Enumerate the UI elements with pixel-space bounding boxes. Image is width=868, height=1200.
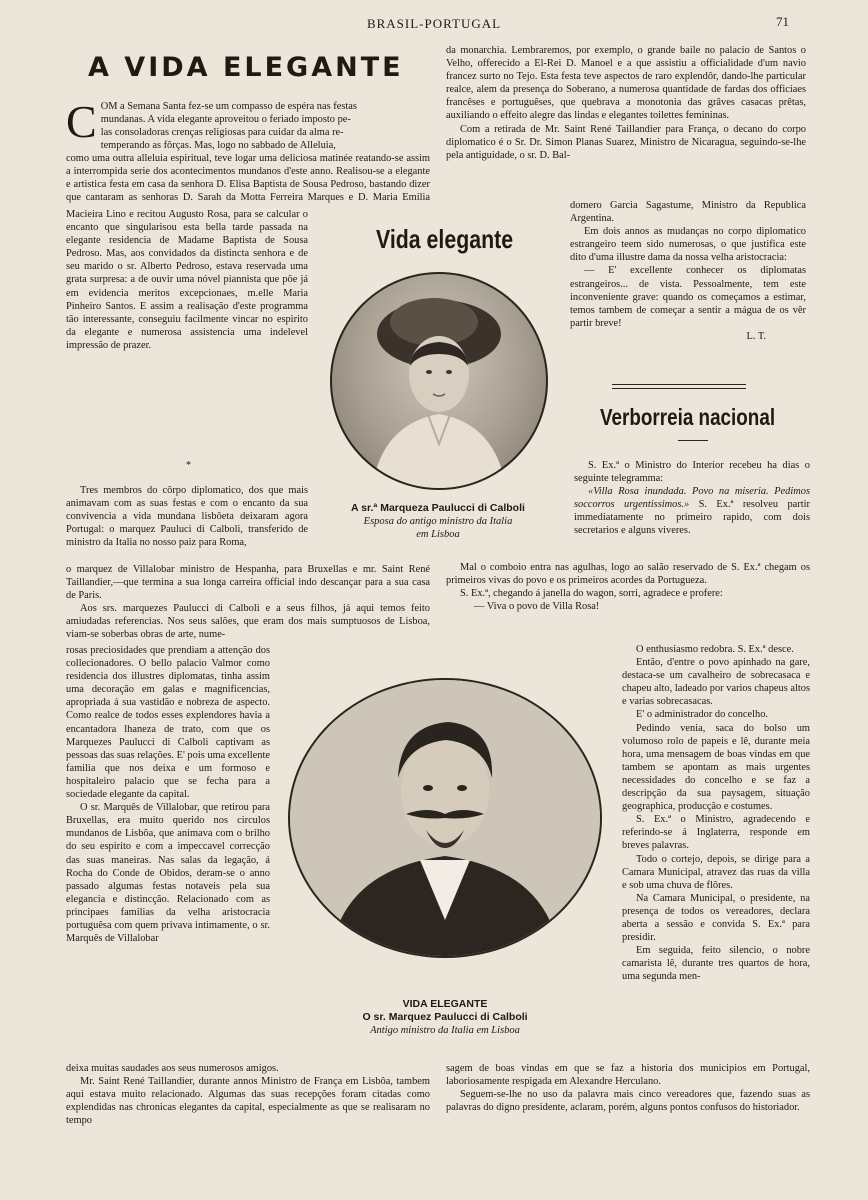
paragraph-mensagem: Pedindo venia, saca do bolso um volumoso rolo de papeis e lê, durante meia hora, uma mensagem de boas vindas em que tambem se apontam as mais urgentes necessidades do concelho e se faz a descripção da sua paysagem, situação geographica, producção e costumes. [622, 722, 810, 813]
paragraph-monarchia: da monarchia. Lembraremos, por exemplo, o grande baile no palacio de Santos o Velho, offerecido a El-Rei D. Manoel e a que assistiu a officialidade d'um navio francez surto no Tejo. Esta festa teve aspectos de raro explendôr, dando-lhe particular realce, alem da presença do Soberano, a numerosa quantidade de fardas dos officiaes francêses e portuguêses, que quebrava a monotonia das grâves casacas prêtas, auxiliando o effeito alegre das lindas e elegantes toilettes femininas. [446, 45, 806, 122]
article1-p2 [66, 484, 308, 549]
article1-p2-wide [66, 563, 430, 642]
paragraph-decano: Com a retirada de Mr. Saint René Taillandier para França, o decano do corpo diplomatico é o Sr. Dr. Simon Planas Suarez, Ministro de Nicaragua, seguindo-se-lhe pela antiguidade, o sr. D. Bal- [446, 123, 806, 161]
paragraph-matinee-cont: Macieira Lino e recitou Augusto Rosa, para se calcular o encanto que singularisou esta bella tarde passada na elegante residencia de Madame Baptista de Sousa Pedroso. Mas, aos convidados da distincta senhora e de seu marido o sr. Alberto Pedroso, estava reservada uma grata surpresa: a de ouvir uma nóvel piannista que põe já em evidencia meritos excepcionaes, m.elle Maria Pinheiro Santos. E assim a realisação d'este programma tão interessante, conseguiu facilmente vincar no espirito da elegante e numerosa assistencia uma indelevel impressão de prazer. [66, 209, 308, 351]
caption-marqueza-name: A sr.ª Marqueza Paulucci di Calboli [351, 502, 525, 514]
article1-p1-top [66, 152, 430, 208]
intro-line-2: mundanas. A vida elegante aproveitou o feriado imposto pe- [100, 114, 351, 126]
vida-elegante-label: Vida elegante [376, 224, 514, 254]
article1-intro [66, 96, 430, 152]
paragraph-viva: — Viva o povo de Villa Rosa! [474, 601, 600, 613]
paragraph-taillandier: Mr. Saint René Taillandier, durante annos Ministro de França em Lisbôa, tambem aqui estava muito relacionado. Algumas das suas recepções foram citadas como explendidas nas chronicas elegantes da capital, especialmente as que se realisaram no tempo [66, 1076, 430, 1127]
section-separator: * [186, 460, 191, 471]
intro-line-1: OM a Semana Santa fez-se um compasso de espéra nas festas [100, 101, 357, 112]
paragraph-camara: Na Camara Municipal, o presidente, na presença de todos os vereadores, declara aberta a sessão e convida S. Ex.ª para presidir. [622, 892, 810, 944]
portrait-marquez-illustration [290, 680, 600, 956]
paragraph-administrador: E' o administrador do concelho. [636, 709, 769, 721]
paragraph-matinee: como uma outra alleluia espiritual, teve logar uma deliciosa matinée reatando-se assim a interrompida serie dos acontecimentos mundanos d'este anno. Realisou-se a elegante e artistica festa em casa da senhora D. Elisa Baptista de Sousa Pedroso, bastando dizer que cantaram as senhoras D. Sarah da Motta Ferreira Marques e D. Maria Emilia [66, 153, 430, 204]
paragraph-vereadores: Seguem-se-lhe no uso da palavra mais cinco vereadores que, fazendo suas as palavras do digno presidente, aclaram, porém, alguns pontos confusos do historiador. [446, 1089, 810, 1114]
article2-end [446, 1062, 810, 1114]
section-rule-2 [612, 388, 746, 389]
paragraph-comboio: Mal o comboio entra nas agulhas, logo ao salão reservado de S. Ex.ª chegam os primeiros vivas do povo e os primeiros acordes da Portugueza. [446, 562, 810, 587]
telegram-quote: «Villa Rosa inundada. Povo na miseria. Pedimos soccorros urgentissimos.» [574, 486, 810, 511]
portrait-marquez [288, 678, 602, 958]
intro-line-3: las consoladoras crenças religiosas para cuidar da alma re- [100, 127, 344, 139]
caption-marquez-sub: Antigo ministro da Italia em Lisboa [370, 1025, 520, 1036]
intro-line-4: temperando as fôrças. Mas, logo no sabbado de Alleluia, [100, 140, 336, 152]
paragraph-villalobar-end: deixa muitas saudades aos seus numerosos amigos. [66, 1063, 279, 1074]
portrait-marqueza-caption [318, 502, 558, 541]
paragraph-sagastume: domero Garcia Sagastume, Ministro da Republica Argentina. [570, 200, 806, 225]
caption-marqueza-sub2: em Lisboa [416, 529, 460, 540]
caption-marquez-name: O sr. Marquez Paulucci di Calboli [362, 1011, 528, 1023]
article1-end [66, 1062, 430, 1127]
running-header: BRASIL-PORTUGAL [366, 16, 502, 31]
paragraph-diplomats-cont: o marquez de Villalobar ministro de Hespanha, para Bruxellas e mr. Saint René Taillandier,—que termina a sua longa carreira official indo descançar para a sua casa de Paris. [66, 564, 430, 602]
paragraph-cortejo: Todo o cortejo, depois, se dirige para a Camara Municipal, atravez das ruas da villa e sob uma chuva de flôres. [622, 853, 810, 891]
paragraph-palacio: rosas preciosidades que prendiam a attenção dos collecionadores. O bello palacio Valmor como residencia dos illustres diplomatas, tinha assim uma decoração em galas e magnificencias, apropriada á sua vastidão e nobreza de aspecto. Como realce de todos esses explendores havia a encantadora lhaneza de trato, com que os Marquezes Paulucci di Calboli captivam as pessoas das suas relações. E' pois uma excellente familia que nos deixa e um formoso e hospitaleiro palacio que se fecha para a sociedade elegante da capital. [66, 645, 270, 801]
article-title-vida-elegante: A VIDA ELEGANTE [88, 52, 404, 83]
paragraph-herculano: sagem de boas vindas em que se faz a historia dos municipios em Portugal, laboriosamente respigada em Alexandre Herculano. [446, 1063, 810, 1088]
article1-p1-narrow [66, 208, 308, 446]
article2-wide [446, 561, 810, 613]
paragraph-diplomats: Tres membros do côrpo diplomatico, dos que mais animavam com as suas festas e com o encanto da sua convivencia a vida mundana lisbôeta deixaram agora Portugal: o marquez Pauluci di Calboli, transferido de ministro da Italia no nosso paiz para Roma, [66, 485, 308, 549]
caption-marqueza-sub1: Esposa do antigo ministro da Italia [363, 516, 513, 527]
dropcap-letter: C [66, 96, 97, 147]
paragraph-janella: S. Ex.ª, chegando á janella do wagon, sorri, agradece e profere: [460, 588, 723, 600]
paragraph-mudancas: Em dois annos as mudanças no corpo diplomatico estrangeiro teem sido numerosas, o que justifica este dito d'uma illustre dama da nossa velha aristocracia: [570, 226, 806, 264]
paragraph-marquezes: Aos srs. marquezes Paulucci di Calboli e a seus filhos, já aqui temos feito amiudadas referencias. Nos seus salões, que eram dos mais sumptuosos de Lisboa, viam-se soberbas obras de arte, nume- [66, 603, 430, 641]
title-underline [678, 440, 708, 441]
paragraph-responde: S. Ex.ª o Ministro, agradecendo e referindo-se á Inglaterra, responde em breves palavras. [622, 814, 810, 852]
portrait-marquez-caption [298, 998, 592, 1037]
article2-top [574, 459, 810, 538]
signature: L. T. [746, 330, 766, 342]
portrait-marqueza-illustration [332, 274, 546, 488]
paragraph-cavalheiro: Então, d'entre o povo apinhado na gare, destaca-se um cavalheiro de sobrecasaca e chapeu alto, ladeado por varios chapeus altos e varias sobrecasacas. [622, 657, 810, 708]
portrait-marqueza [330, 272, 548, 490]
column2-top [446, 44, 806, 162]
paragraph-resolveu: S. Ex.ª resolveu partir immediatamente no primeiro rapido, com dois secretarios e alguns viveres. [574, 499, 810, 537]
column2-narrow [570, 199, 806, 343]
section-rule [612, 384, 746, 385]
article1-p3-narrow [66, 644, 270, 1060]
article-title-verborreia: Verborreia nacional [600, 404, 776, 430]
article2-narrow [622, 643, 810, 1065]
paragraph-enthusiasmo: O enthusiasmo redobra. S. Ex.ª desce. [636, 644, 794, 655]
paragraph-segunda: Em seguida, feito silencio, o nobre camarista lê, durante tres quartos de hora, uma segunda men- [622, 945, 810, 983]
paragraph-dito: — E' excellente conhecer os diplomatas estrangeiros... de vista. Pessoalmente, tem este inconveniente grave: quando os começamos a estimar, temos tambem de começar a sentir a mágua de os vêr partir breve! [570, 265, 806, 329]
paragraph-villalobar: O sr. Marquês de Villalobar, que retirou para Bruxellas, era muito querido nos circulos mundanos de Lisbôa, que animava com o brilho do seu espirito e com a impeccavel correcção das suas maneiras. Nas salas da legação, á Rocha do Conde de Obidos, deram-se o anno passado algumas festas notaveis pela sua elegancia e distincção. Relacionado com as principaes familias da velha aristocracia portuguêsa com quem privava intimamente, o sr. Marquês de Villalobar [66, 802, 270, 945]
page-number: 71 [776, 14, 789, 29]
caption-marquez-head: VIDA ELEGANTE [402, 998, 488, 1010]
paragraph-telegramma: S. Ex.ª o Ministro do Interior recebeu ha dias o seguinte telegramma: [574, 460, 810, 485]
